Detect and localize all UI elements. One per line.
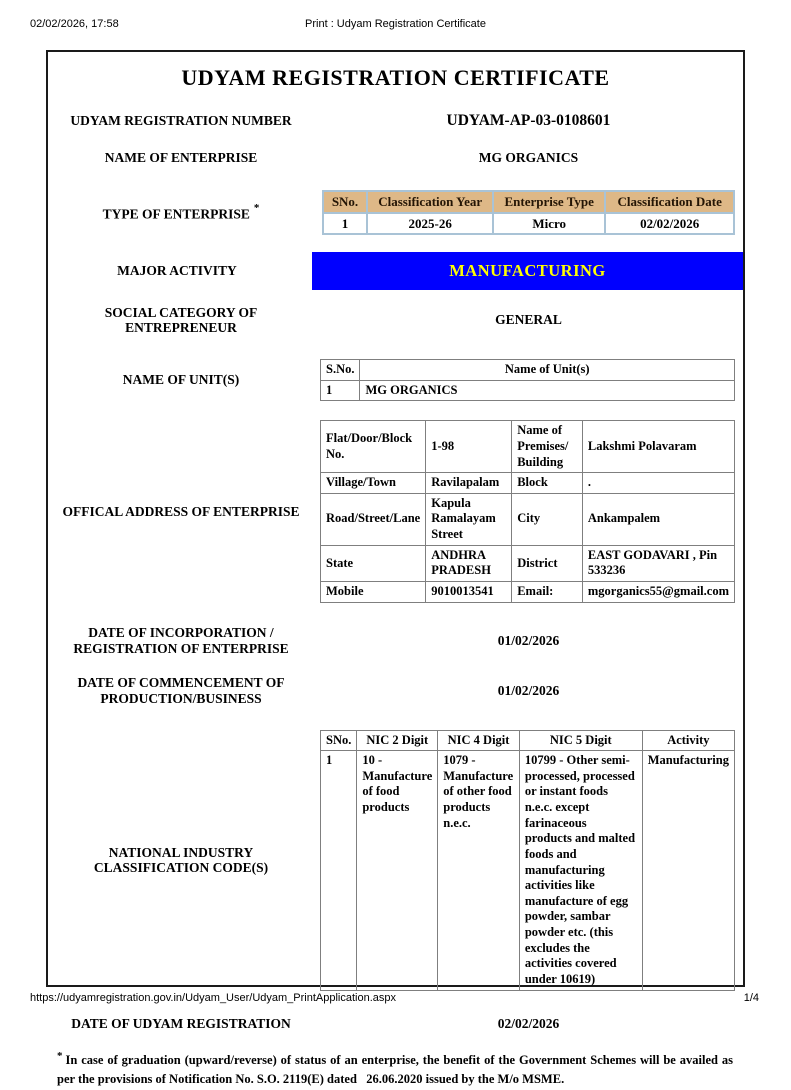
units-header-sno: S.No.: [321, 360, 360, 381]
address-field-value: ANDHRA PRADESH: [426, 545, 512, 581]
type-of-enterprise-row: [48, 190, 743, 235]
address-field-label: Village/Town: [321, 473, 426, 494]
address-field-label: Mobile: [321, 581, 426, 602]
classification-header-sno: SNo.: [324, 192, 366, 212]
enterprise-name-value: MG ORGANICS: [478, 150, 579, 165]
major-activity-row: [48, 252, 743, 290]
address-field-value: Ankampalem: [582, 493, 734, 545]
address-table-row: [321, 581, 735, 602]
nic-4digit: 1079 - Manufacture of other food products n.e.c.: [438, 751, 520, 990]
address-field-label: District: [512, 545, 583, 581]
certificate-title: UDYAM REGISTRATION CERTIFICATE: [181, 65, 610, 90]
registration-number-value: UDYAM-AP-03-0108601: [446, 112, 611, 129]
footnote-asterisk: *: [57, 1049, 63, 1062]
footnote-asterisk: *: [253, 201, 260, 214]
social-category-label: SOCIAL CATEGORY OF ENTREPRENEUR: [104, 304, 258, 336]
address-table-row: [321, 421, 735, 473]
major-activity-banner: MANUFACTURING: [312, 252, 743, 290]
nic-activity: Manufacturing: [642, 751, 734, 990]
address-table: [320, 420, 735, 602]
print-datetime: 02/02/2026, 17:58: [30, 18, 119, 30]
address-field-label: State: [321, 545, 426, 581]
enterprise-name-row: [48, 149, 743, 167]
incorporation-date-value: 01/02/2026: [497, 632, 560, 648]
address-field-value: 1-98: [426, 421, 512, 473]
nic-sno: 1: [321, 751, 357, 990]
units-row: [48, 359, 743, 401]
address-field-value: .: [582, 473, 734, 494]
address-field-label: Block: [512, 473, 583, 494]
address-field-value: 9010013541: [426, 581, 512, 602]
incorporation-date-row: [48, 622, 743, 660]
address-field-value: mgorganics55@gmail.com: [582, 581, 734, 602]
classification-row: [324, 214, 733, 234]
footer-page-indicator: 1/4: [743, 992, 759, 1004]
address-table-row: [321, 545, 735, 581]
units-table: [320, 359, 735, 401]
address-row: [48, 420, 743, 602]
nic-2digit: 10 - Manufacture of food products: [357, 751, 438, 990]
udyam-registration-date-value: 02/02/2026: [497, 1015, 560, 1031]
commencement-date-value: 01/02/2026: [497, 682, 560, 698]
footnote-text: In case of graduation (upward/reverse) of status of an enterprise, the benefit of the Government Schemes will be availed as per the provisions of Notification No. S.O. 2119(E) dated 26.06.2020 issued by the M/o MSME.: [57, 1052, 733, 1087]
major-activity-label: MAJOR ACTIVITY: [117, 263, 237, 279]
nic-row: [48, 730, 743, 991]
nic-table-row: [321, 751, 735, 990]
social-category-row: [48, 301, 743, 339]
units-table-row: [321, 380, 735, 401]
nic-table: [320, 730, 735, 991]
address-table-row: [321, 473, 735, 494]
registration-number-row: [48, 112, 743, 130]
graduation-footnote: [48, 1048, 743, 1090]
enterprise-name-label: NAME OF ENTERPRISE: [104, 150, 258, 166]
classification-type: Micro: [494, 214, 604, 234]
nic-header-2digit: NIC 2 Digit: [357, 730, 438, 751]
address-field-value: Lakshmi Polavaram: [582, 421, 734, 473]
units-label: NAME OF UNIT(S): [122, 372, 240, 388]
address-field-label: Email:: [512, 581, 583, 602]
footer-url: https://udyamregistration.gov.in/Udyam_User/Udyam_PrintApplication.aspx: [30, 992, 397, 1004]
units-header-name: Name of Unit(s): [360, 360, 735, 381]
udyam-registration-date-label: DATE OF UDYAM REGISTRATION: [71, 1015, 291, 1031]
udyam-registration-date-row: [48, 1015, 743, 1033]
address-field-label: Flat/Door/Block No.: [321, 421, 426, 473]
browser-print-footer: [0, 992, 791, 1006]
classification-table: [322, 190, 735, 235]
address-field-value: EAST GODAVARI , Pin 533236: [582, 545, 734, 581]
registration-number-label: UDYAM REGISTRATION NUMBER: [70, 113, 292, 129]
commencement-date-row: [48, 672, 743, 710]
classification-date: 02/02/2026: [606, 214, 733, 234]
units-sno: 1: [321, 380, 360, 401]
address-label: OFFICAL ADDRESS OF ENTERPRISE: [62, 503, 300, 519]
units-name: MG ORGANICS: [360, 380, 735, 401]
classification-header-type: Enterprise Type: [494, 192, 604, 212]
classification-year: 2025-26: [368, 214, 492, 234]
address-field-label: Name of Premises/ Building: [512, 421, 583, 473]
address-field-label: Road/Street/Lane: [321, 493, 426, 545]
classification-header-date: Classification Date: [606, 192, 733, 212]
incorporation-date-label: DATE OF INCORPORATION / REGISTRATION OF ENTERPRISE: [73, 625, 289, 656]
classification-header-year: Classification Year: [368, 192, 492, 212]
nic-header-5digit: NIC 5 Digit: [519, 730, 642, 751]
nic-header-sno: SNo.: [321, 730, 357, 751]
print-page-title: Print : Udyam Registration Certificate: [305, 18, 486, 30]
browser-print-header: [0, 18, 791, 34]
nic-label: NATIONAL INDUSTRY CLASSIFICATION CODE(S): [93, 844, 269, 876]
address-table-row: [321, 493, 735, 545]
type-of-enterprise-label: TYPE OF ENTERPRISE *: [102, 201, 260, 222]
commencement-date-label: DATE OF COMMENCEMENT OF PRODUCTION/BUSINESS: [77, 675, 285, 706]
nic-5digit: 10799 - Other semi-processed, processed or instant foods n.e.c. except farinaceous products and malted foods and manufacturing activities like manufacture of egg powder, sambar powder etc. (this excludes the activities covered under 10619): [519, 751, 642, 990]
address-field-value: Ravilapalam: [426, 473, 512, 494]
address-field-label: City: [512, 493, 583, 545]
address-field-value: Kapula Ramalayam Street: [426, 493, 512, 545]
nic-header-4digit: NIC 4 Digit: [438, 730, 520, 751]
classification-sno: 1: [324, 214, 366, 234]
social-category-value: GENERAL: [495, 312, 562, 328]
nic-header-activity: Activity: [642, 730, 734, 751]
